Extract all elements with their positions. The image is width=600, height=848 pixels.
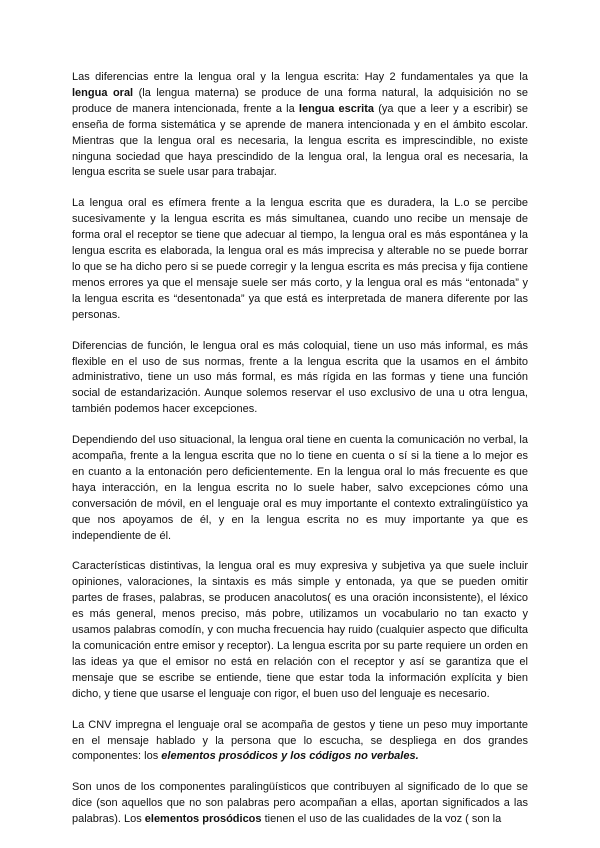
bold-term: elementos prosódicos <box>144 813 262 826</box>
paragraph-situacional <box>72 433 528 544</box>
text-run: Dependiendo del uso situacional, la lengua oral tiene en cuenta la comunicación no verbal, la acompaña, frente a la lengua escrita que no lo tiene en cuenta o sí si la tiene a lo mejor es en cuanto a la entonación pero deficientemente. En la lengua oral lo más frecuente es que haya interacción, en la lengua escrita no lo suele haber, salvo excepciones cómo una conversación de móvil, en el lenguaje oral es muy importante el contexto extralingüístico ya que nos apoyamos de él, y en la lengua escrita no es muy importante ya que es independiente de él. <box>72 434 528 542</box>
text-run: La lengua oral es efímera frente a la lengua escrita que es duradera, la L.o se percibe sucesivamente y la lengua escrita es más simultanea, cuando uno recibe un mensaje de forma oral el receptor se tiene que adecuar al tiempo, la lengua oral es más espontánea y la lengua escrita es elaborada, la lengua oral es más imprecisa y alterable no se puede borrar lo que se ha dicho pero si se puede corregir y la lengua escrita es más precisa y fija contiene menos errores ya que el mensaje suele ser más corto, y la lengua oral es más “entonada” y la lengua escrita es “desentonada” ya que está es interpretada de manera diferente por las personas. <box>72 197 528 321</box>
paragraph-paralinguisticos <box>72 780 528 828</box>
paragraph-funcion <box>72 339 528 419</box>
text-run: La CNV impregna el lenguaje oral se acompaña de gestos y tiene un peso muy importante en el mensaje hablado y la persona que lo escucha, se despliega en dos grandes componentes: los <box>72 718 528 763</box>
text-run: Diferencias de función, le lengua oral es más coloquial, tiene un uso más informal, es más flexible en el uso de sus normas, frente a la lengua escrita que la usamos en el ámbito administrativo, tiene un uso más formal, es más rígida en las formas y tiene una función social de estandarización. Aunque solemos reservar el uso exclusivo de una u otra lengua, también podemos hacer excepciones. <box>72 339 528 416</box>
text-run: Son unos de los componentes paralingüísticos que contribuyen al significado de lo que se dice (son aquellos que no son palabras pero acompañan a ellas, aportan significados a las palabras). Los <box>72 781 528 826</box>
paragraph-intro <box>72 70 528 181</box>
paragraph-cnv <box>72 718 528 766</box>
text-run: Las diferencias entre la lengua oral y la lengua escrita: Hay 2 fundamentales ya que la <box>72 71 528 83</box>
text-run: (ya que a leer y a escribir) se enseña de forma sistemática y se aprende de manera intencionada y en el ámbito escolar. Mientras que la lengua oral es necesaria, la lengua escrita es imprescindible, no existe ninguna sociedad que haya prescindido de la lengua oral, la lengua oral es necesaria, la lengua escrita se suele usar para trabajar. <box>72 102 528 179</box>
bold-term: lengua oral <box>72 86 134 99</box>
bold-term: lengua escrita <box>298 102 375 115</box>
paragraph-efimera <box>72 196 528 323</box>
text-run: (la lengua materna) se produce de una forma natural, la adquisición no se produce de manera intencionada, frente a la <box>72 86 528 115</box>
bold-italic-term: elementos prosódicos y los códigos no verbales. <box>161 750 419 763</box>
text-run: tienen el uso de las cualidades de la voz ( son la <box>261 813 502 826</box>
text-run: Características distintivas, la lengua oral es muy expresiva y subjetiva ya que suele incluir opiniones, valoraciones, la sintaxis es más simple y entonada, ya que se pueden omitir partes de frases, palabras, se producen anacolutos( es una oración inconsistente), el léxico es más general, menos preciso, más pobre, utilizamos un vocabulario no tan exacto y usamos palabras comodín, y con mucha frecuencia hay ruido (cualquier aspecto que dificulta la comunicación entre emisor y receptor). La lengua escrita por su parte requiere un orden en las ideas ya que el emisor no está en relación con el receptor y así se garantiza que el mensaje que se escribe se entiende, tiene que estar toda la información explícita y bien dicho, y tiene que usarse el lenguaje con rigor, el buen uso del lenguaje es necesario. <box>72 560 528 700</box>
paragraph-caracteristicas <box>72 559 528 702</box>
